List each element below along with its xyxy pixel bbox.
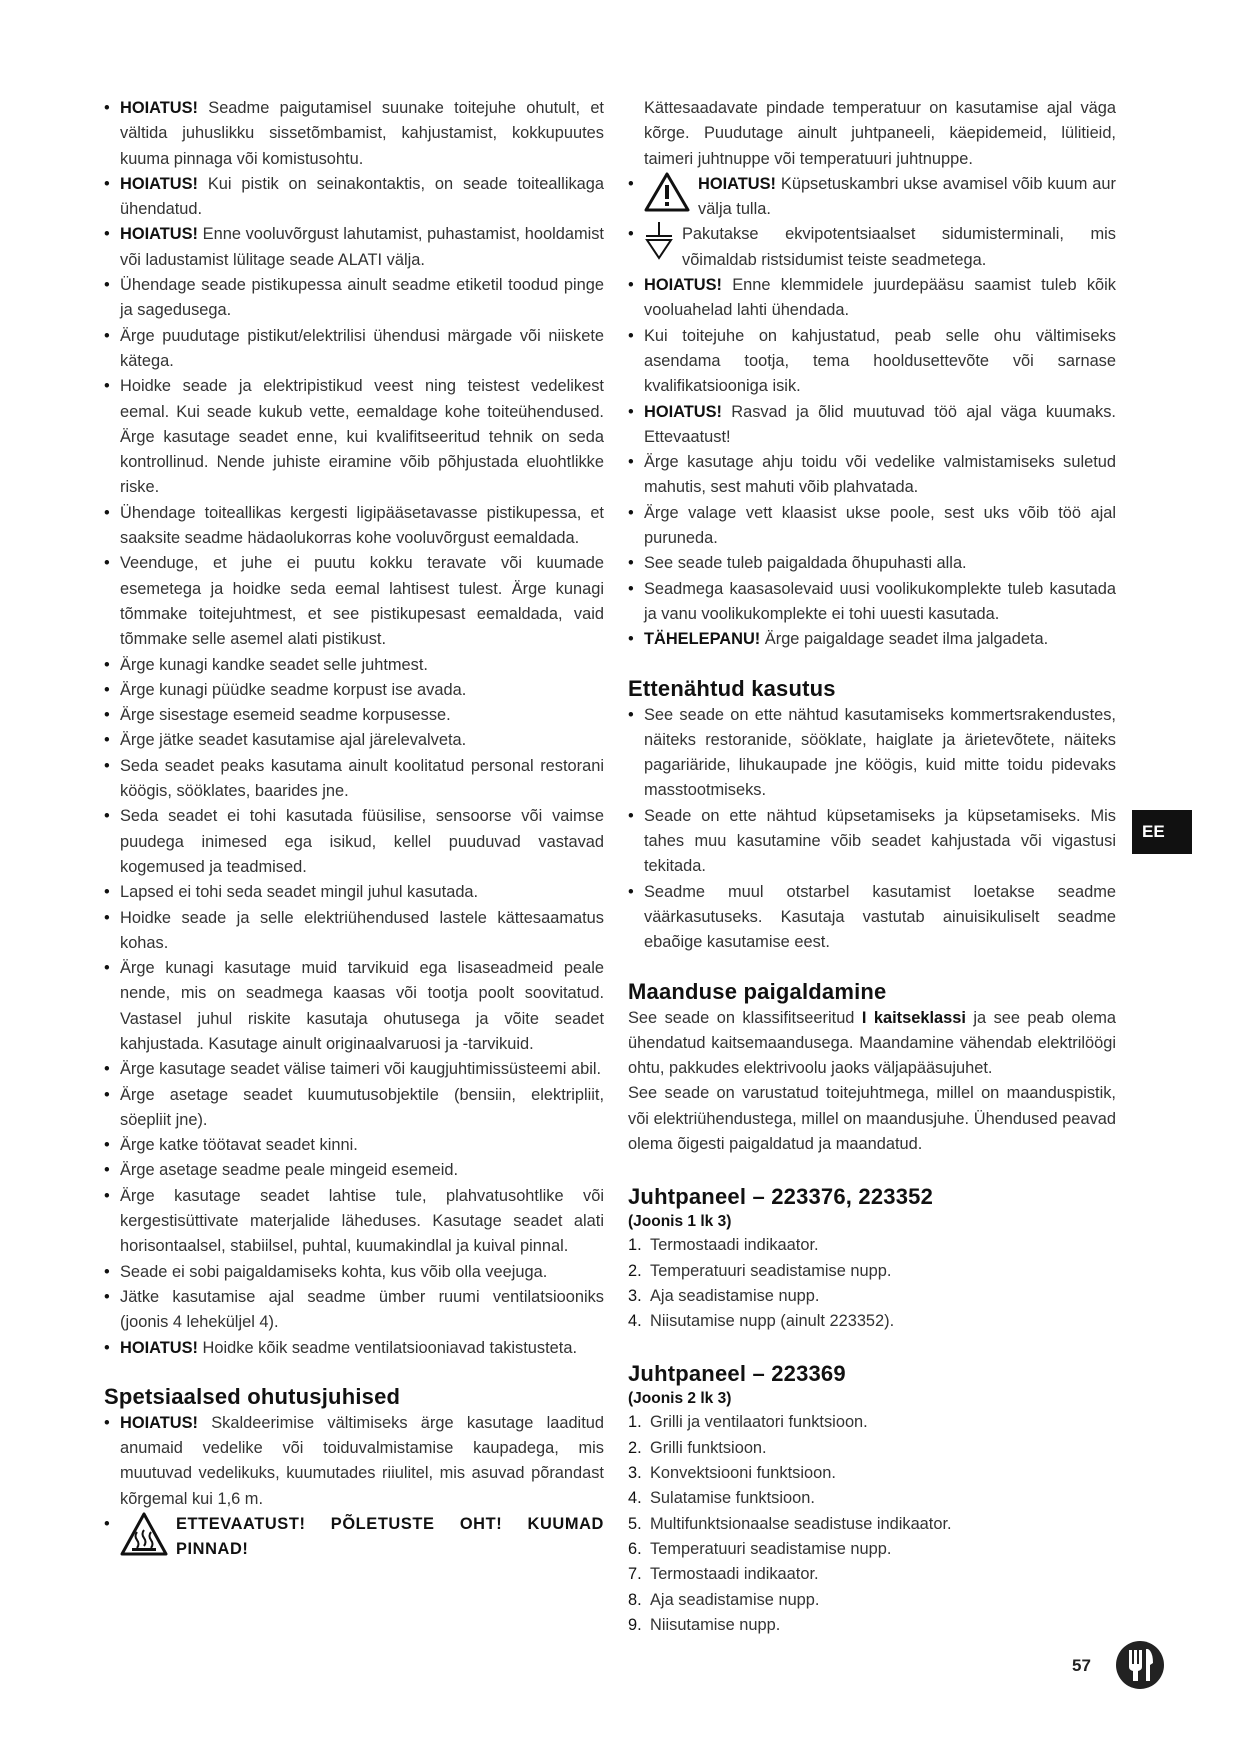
special-section xyxy=(104,1383,604,1563)
special-heading: Spetsiaalsed ohutusjuhised xyxy=(104,1383,401,1409)
safety-list-continued xyxy=(628,273,1116,652)
list-item: • TÄHELEPANU! Ärge paigaldage seadet ilma jalgadeta. xyxy=(628,627,1116,652)
list-item: • Ühendage toiteallikas kergesti ligipääsetavasse pistikupessa, et saaksite seadme hädaolukorras kohe vooluvõrgust eemaldada. xyxy=(104,501,604,552)
list-item: • Ärge kasutage ahju toidu või vedelike valmistamiseks suletud mahutis, sest mahuti võib plahvatada. xyxy=(628,450,1116,501)
list-item: • Hoidke seade ja elektripistikud veest ning teistest vedelikest eemal. Kui seade kukub vette, eemaldage kohe toiteühendused. Ärge kasutage seadet enne, kui kvalifitseeritud tehnik on seda kontrollinud. Nende juhiste eiramine võib põhjustada eluohtlikke riske. xyxy=(104,374,604,500)
list-item: • Seadmega kaasasolevaid uusi voolikukomplekte tuleb kasutada ja vanu voolikukomplekte ei tohi uuesti kasutada. xyxy=(628,577,1116,628)
list-item-continued: Kättesaadavate pindade temperatuur on kasutamise ajal väga kõrge. Puudutage ainult juhtpaneeli, käepidemeid, lülitieid, taimeri juhtnuppe või temperatuuri juhtnuppe. xyxy=(644,99,1116,168)
safety-list xyxy=(104,96,604,1361)
list-item: • Seade ei sobi paigaldamiseks kohta, kus võib olla veejuga. xyxy=(104,1260,604,1285)
numbered-item: 2. Temperatuuri seadistamise nupp. xyxy=(628,1259,1116,1284)
list-item: • Hoidke seade ja selle elektriühendused lastele kättesaamatus kohas. xyxy=(104,906,604,957)
equipotential-icon xyxy=(644,222,674,262)
numbered-item: 4. Sulatamise funktsioon. xyxy=(628,1486,1116,1511)
list-item: • HOIATUS! Rasvad ja õlid muutuvad töö ajal väga kuumaks. Ettevaatust! xyxy=(628,400,1116,451)
list-item: • HOIATUS! Skaldeerimise vältimiseks ärge kasutage laaditud anumaid vedelike või toiduvalmistamise kaupadega, mis muutuvad vedelikuks, kuumutades riiulitel, mis asuvad põrandast kõrgemal kui 1,6 m. xyxy=(104,1411,604,1512)
right-column xyxy=(628,96,1116,1638)
numbered-item: 5. Multifunktsionaalse seadistuse indikaator. xyxy=(628,1512,1116,1537)
list-item: • HOIATUS! Seadme paigutamisel suunake toitejuhe ohutult, et vältida juhuslikku sissetõmbamist, kahjustamist, kokkupuutes kuuma pinnaga või komistusohtu. xyxy=(104,96,604,172)
grounding-paragraph-2: See seade on varustatud toitejuhtmega, millel on maanduspistik, või elektriühendustega, millel on maandusjuhe. Ühendused peavad olema õigesti paigaldatud ja maandatud. xyxy=(628,1084,1116,1153)
intended-heading: Ettenähtud kasutus xyxy=(628,675,836,701)
list-item: • HOIATUS! Enne vooluvõrgust lahutamist, puhastamist, hooldamist või ladustamist lülitage seade ALATI välja. xyxy=(104,222,604,273)
numbered-item: 2. Grilli funktsioon. xyxy=(628,1436,1116,1461)
list-item: • Veenduge, et juhe ei puutu kokku teravate või kuumade esemetega ja hoidke seda eemal lahtisest tulest. Ärge kunagi tõmmake toitejuhtmest, et see pistikupesast eemaldada, vaid tõmmake selle asemel alati pistikust. xyxy=(104,551,604,652)
list-item: • Ärge kasutage seadet lahtise tule, plahvatusohtlike või kergestisüttivate materjalide läheduses. Kasutage seadet alati horisontaalsel, stabiilsel, puhtal, kuumakindlal ja kuival pinnal. xyxy=(104,1184,604,1260)
numbered-item: 7. Termostaadi indikaator. xyxy=(628,1562,1116,1587)
list-item: • Ärge valage vett klaasist ukse poole, sest uks võib töö ajal puruneda. xyxy=(628,501,1116,552)
panel2-heading: Juhtpaneel – 223369 xyxy=(628,1361,846,1387)
panel2-subheading: (Joonis 2 lk 3) xyxy=(628,1390,732,1408)
numbered-item: 3. Konvektsiooni funktsioon. xyxy=(628,1461,1116,1486)
numbered-item: 8. Aja seadistamise nupp. xyxy=(628,1588,1116,1613)
list-item: • Ärge asetage seadme peale mingeid esemeid. xyxy=(104,1158,604,1183)
list-item: • Ärge jätke seadet kasutamise ajal järelevalveta. xyxy=(104,728,604,753)
list-item: • Seda seadet ei tohi kasutada füüsilise, sensoorse või vaimse puudega inimesed ega isikud, kellel puuduvad vastavad kogemused ja teadmised. xyxy=(104,804,604,880)
intended-section xyxy=(628,675,1116,956)
panel1-heading: Juhtpaneel – 223376, 223352 xyxy=(628,1184,934,1210)
list-item: • Ärge puudutage pistikut/elektrilisi ühendusi märgade või niiskete kätega. xyxy=(104,324,604,375)
numbered-item: 6. Temperatuuri seadistamise nupp. xyxy=(628,1537,1116,1562)
numbered-item: 4. Niisutamise nupp (ainult 223352). xyxy=(628,1309,1116,1334)
general-warning-icon xyxy=(644,172,690,212)
list-item: • ETTEVAATUST! PÕLETUSTE OHT! KUUMAD PINNAD! xyxy=(104,1512,604,1563)
grounding-heading: Maanduse paigaldamine xyxy=(628,978,887,1004)
list-item: • See seade on ette nähtud kasutamiseks kommertsrakendustes, näiteks restoranide, sööklate, haiglate ja ärietevõtete, näiteks pagariäride, lihukaupade jne köögis, kuid mitte toidu pidevaks masstootmiseks. xyxy=(628,703,1116,804)
panel2-section xyxy=(628,1360,1116,1638)
list-item: • Kui toitejuhe on kahjustatud, peab selle ohu vältimiseks asendama tootja, tema hooldusettevõte või sarnase kvalifikatsiooniga isik. xyxy=(628,324,1116,400)
cutlery-logo-icon xyxy=(1115,1640,1165,1690)
list-item: • See seade tuleb paigaldada õhupuhasti alla. xyxy=(628,551,1116,576)
list-item: • Ärge asetage seadet kuumutusobjektile (bensiin, elektripliit, söepliit jne). xyxy=(104,1083,604,1134)
list-item: • Seade on ette nähtud küpsetamiseks ja küpsetamiseks. Mis tahes muu kasutamine võib seadet kahjustada või vigastusi tekitada. xyxy=(628,804,1116,880)
language-tab: EE xyxy=(1132,810,1192,854)
list-item: • Ärge katke töötavat seadet kinni. xyxy=(104,1133,604,1158)
list-item: • Ärge kasutage seadet välise taimeri või kaugjuhtimissüsteemi abil. xyxy=(104,1057,604,1082)
list-item: • HOIATUS! Hoidke kõik seadme ventilatsiooniavad takistusteta. xyxy=(104,1336,604,1361)
left-column xyxy=(104,96,604,1563)
numbered-item: 1. Grilli ja ventilaatori funktsioon. xyxy=(628,1410,1116,1435)
list-item: • HOIATUS! Kui pistik on seinakontaktis, on seade toiteallikaga ühendatud. xyxy=(104,172,604,223)
list-item: • Seda seadet peaks kasutama ainult koolitatud personal restorani köögis, sööklates, baarides jne. xyxy=(104,754,604,805)
numbered-item: 3. Aja seadistamise nupp. xyxy=(628,1284,1116,1309)
list-item: • Ärge kunagi kandke seadet selle juhtmest. xyxy=(104,653,604,678)
list-item: • HOIATUS! Küpsetuskambri ukse avamisel võib kuum aur välja tulla. xyxy=(628,172,1116,223)
numbered-item: 9. Niisutamise nupp. xyxy=(628,1613,1116,1638)
hot-surface-warning-icon xyxy=(120,1512,168,1556)
list-item: • Seadme muul otstarbel kasutamist loetakse seadme väärkasutuseks. Kasutaja vastutab ainuisikuliselt seadme ebaõige kasutamise eest. xyxy=(628,880,1116,956)
list-item: • Ärge kunagi püüdke seadme korpust ise avada. xyxy=(104,678,604,703)
numbered-item: 1. Termostaadi indikaator. xyxy=(628,1233,1116,1258)
list-item: • Ärge kunagi kasutage muid tarvikuid ega lisaseadmeid peale nende, mis on seadmega kaasas või tootja poolt soovitatud. Vastasel juhul riskite kasutaja ohutusega ja võite seadet kahjustada. Kasutage ainult originaalvaruosi ja -tarvikuid. xyxy=(104,956,604,1057)
list-item: • Pakutakse ekvipotentsiaalset sidumisterminali, mis võimaldab ristsidumist teiste seadmetega. xyxy=(628,222,1116,273)
panel1-subheading: (Joonis 1 lk 3) xyxy=(628,1213,732,1231)
list-item: • Ärge sisestage esemeid seadme korpusesse. xyxy=(104,703,604,728)
grounding-paragraph-1: See seade on klassifitseeritud I kaitseklassi ja see peab olema ühendatud kaitsemaandusega. Maandamine vähendab elektrilöögi ohtu, pakkudes elektrivoolu jaoks väljapääsujuhet. xyxy=(628,1008,1116,1078)
panel1-section xyxy=(628,1183,1116,1334)
list-item: • Lapsed ei tohi seda seadet mingil juhul kasutada. xyxy=(104,880,604,905)
grounding-section xyxy=(628,978,1116,1158)
list-item: • Jätke kasutamise ajal seadme ümber ruumi ventilatsiooniks (joonis 4 leheküljel 4). xyxy=(104,1285,604,1336)
list-item: • HOIATUS! Enne klemmidele juurdepääsu saamist tuleb kõik vooluahelad lahti ühendada. xyxy=(628,273,1116,324)
page-number: 57 xyxy=(1072,1656,1091,1675)
list-item: • Ühendage seade pistikupessa ainult seadme etiketil toodud pinge ja sagedusega. xyxy=(104,273,604,324)
